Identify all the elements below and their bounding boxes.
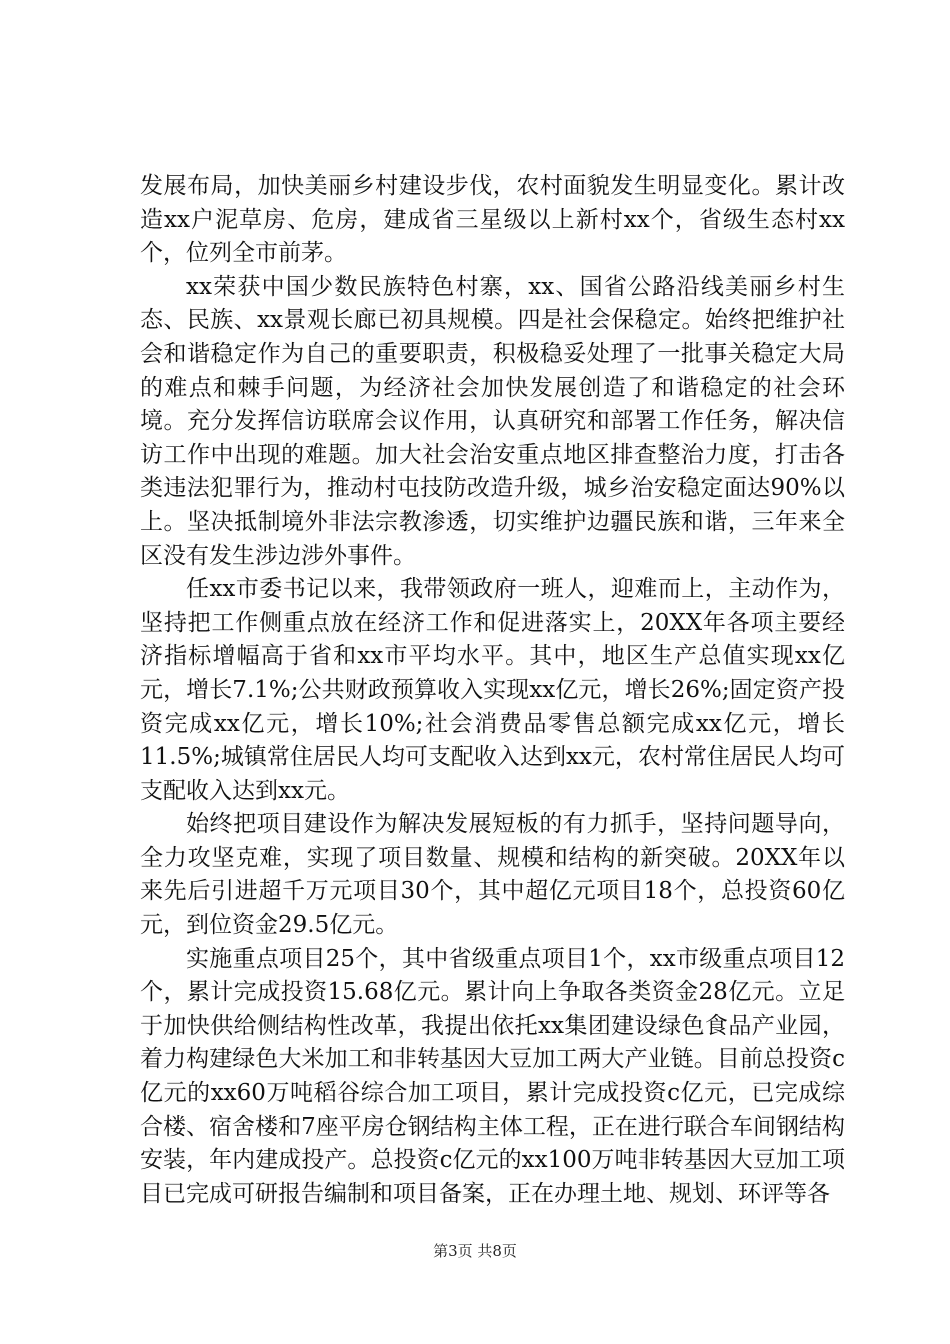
paragraph-social-stability: xx荣获中国少数民族特色村寨，xx、国省公路沿线美丽乡村生态、民族、xx景观长廊已初具规模。四是社会保稳定。始终把维护社会和谐稳定作为自己的重要职责，积极稳妥处理了一批事关稳定大局的难点和棘手问题，为经济社会加快发展创造了和谐稳定的社会环境。充分发挥信访联席会议作用，认真研究和部署工作任务，解决信访工作中出现的难题。加大社会治安重点地区排查整治力度，打击各类违法犯罪行为，推动村屯技防改造升级，城乡治安稳定面达90%以上。坚决抵制境外非法宗教渗透，切实维护边疆民族和谐，三年来全区没有发生涉边涉外事件。 <box>140 273 845 569</box>
paragraph-economic-indicators: 任xx市委书记以来，我带领政府一班人，迎难而上，主动作为，坚持把工作侧重点放在经济工作和促进落实上，20XX年各项主要经济指标增幅高于省和xx市平均水平。其中，地区生产总值实现xx亿元，增长7.1%;公共财政预算收入实现xx亿元，增长26%;固定资产投资完成xx亿元，增长10%;社会消费品零售总额完成xx亿元，增长11.5%;城镇常住居民人均可支配收入达到xx元，农村常住居民人均可支配收入达到xx元。 <box>140 576 845 804</box>
paragraph-key-projects: 实施重点项目25个，其中省级重点项目1个，xx市级重点项目12个，累计完成投资15.68亿元。累计向上争取各类资金28亿元。立足于加快供给侧结构性改革，我提出依托xx集团建设绿色食品产业园，着力构建绿色大米加工和非转基因大豆加工两大产业链。目前总投资c亿元的xx60万吨稻谷综合加工项目，累计完成投资c亿元，已完成综合楼、宿舍楼和7座平房仓钢结构主体工程，正在进行联合车间钢结构安装，年内建成投产。总投资c亿元的xx100万吨非转基因大豆加工项目已完成可研报告编制和项目备案，正在办理土地、规划、环评等各 <box>140 945 845 1207</box>
body-text <box>140 170 845 1211</box>
page-number-footer: 第3页 共8页 <box>433 1242 517 1260</box>
paragraph-continuation: 发展布局，加快美丽乡村建设步伐，农村面貌发生明显变化。累计改造xx户泥草房、危房，建成省三星级以上新村xx个，省级生态村xx个，位列全市前茅。 <box>140 173 845 267</box>
paragraph-project-construction: 始终把项目建设作为解决发展短板的有力抓手，坚持问题导向，全力攻坚克难，实现了项目数量、规模和结构的新突破。20XX年以来先后引进超千万元项目30个，其中超亿元项目18个，总投资60亿元，到位资金29.5亿元。 <box>140 811 845 939</box>
